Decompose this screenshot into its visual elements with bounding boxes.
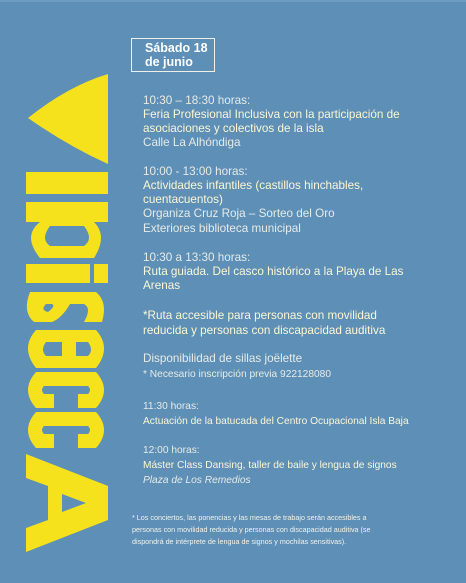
- logo-letter-i-dot: [94, 264, 108, 283]
- footnote-line: personas con movilidad reducida y personas con discapacidad auditiva (se: [132, 525, 371, 534]
- date-month: de junio: [145, 55, 193, 69]
- event-time: 11:30 horas:: [143, 401, 199, 412]
- logo-letter-s: [27, 292, 104, 322]
- event-note: * Necesario inscripción previa 922128080: [143, 369, 332, 380]
- footnote-line: dispondrá de intérprete de lengua de signos y mochilas sensitivas).: [132, 537, 347, 546]
- logo-letter-i: [26, 264, 90, 283]
- logo-letter-c: [28, 372, 104, 408]
- event-title: asociaciones y colectivos de la isla: [143, 122, 324, 135]
- event-time: 10:30 – 18:30 horas:: [143, 94, 251, 107]
- veraccesible-logo: [0, 0, 120, 583]
- event-title: Máster Class Dansing, taller de baile y lengua de signos: [143, 460, 397, 471]
- event-title: Actuación de la batucada del Centro Ocupacional Isla Baja: [143, 416, 409, 427]
- event-location: Calle La Alhóndiga: [143, 136, 241, 149]
- event-title: Actividades infantiles (castillos hinchables,: [143, 179, 364, 192]
- logo-letter-c-2: [28, 412, 104, 448]
- date-badge: [131, 38, 215, 72]
- event-title: Arenas: [143, 279, 181, 292]
- logo-letter-l: [26, 172, 108, 194]
- event-location: Plaza de Los Remedios: [143, 475, 251, 486]
- event-time: 12:00 horas:: [143, 445, 200, 456]
- event-time: 10:00 - 13:00 horas:: [143, 165, 248, 178]
- event-location: Exteriores biblioteca municipal: [143, 222, 301, 235]
- event-title: Feria Profesional Inclusiva con la participación de: [143, 108, 400, 121]
- date-day: Sábado 18: [145, 41, 208, 55]
- logo-eye-shape: [28, 74, 108, 164]
- footnote-line: * Los conciertos, las ponencias y las mesas de trabajo serán accesibles a: [132, 513, 367, 522]
- event-title: Ruta guiada. Del casco histórico a la Playa de Las: [143, 265, 404, 278]
- event-organizer: Organiza Cruz Roja – Sorteo del Oro: [143, 207, 335, 220]
- event-title: Disponibilidad de sillas joëlette: [143, 352, 303, 365]
- event-title: cuentacuentos): [143, 193, 223, 206]
- accessibility-note: *Ruta accesible para personas con movilidad: [143, 309, 377, 322]
- logo-letter-b: [26, 202, 108, 258]
- accessibility-note: reducida y personas con discapacidad auditiva: [143, 324, 386, 337]
- event-time: 10:30 a 13:30 horas:: [143, 251, 251, 264]
- logo-letter-a: [26, 454, 108, 552]
- logo-letter-e: [28, 330, 104, 368]
